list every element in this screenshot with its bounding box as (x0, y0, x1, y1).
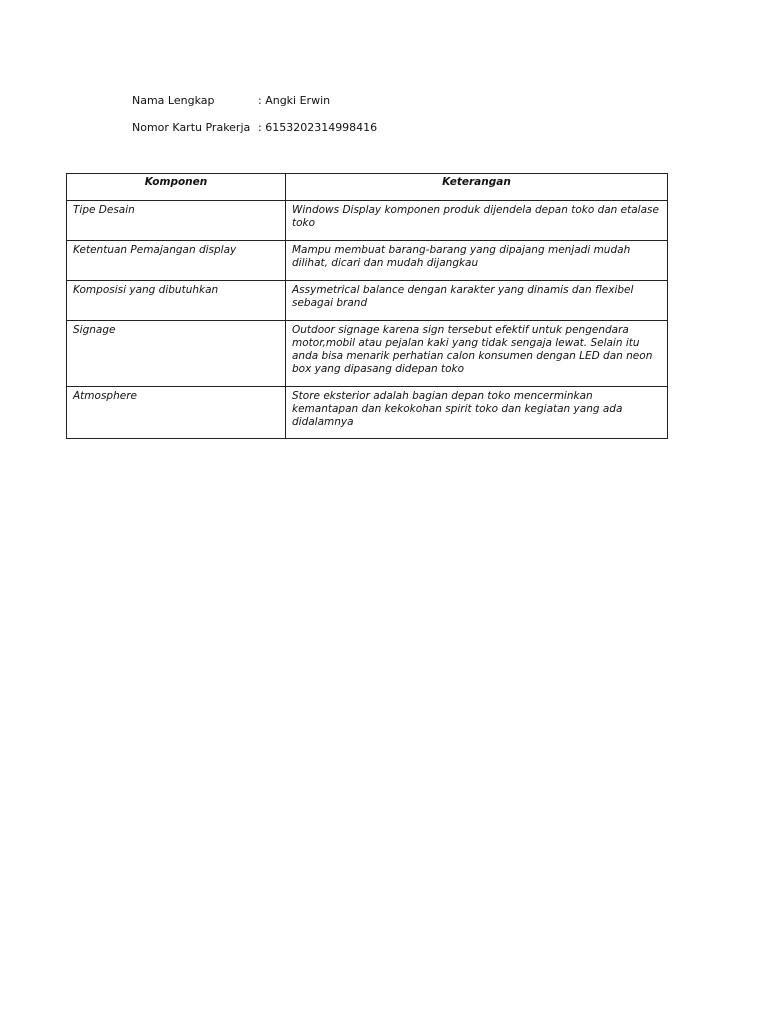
card-number-row (132, 121, 377, 135)
cell-keterangan: Store eksterior adalah bagian depan toko mencerminkan kemantapan dan kekokohan spirit toko dan kegiatan yang ada didalamnya (286, 387, 668, 439)
table-row (67, 387, 668, 439)
table-row (67, 241, 668, 281)
cell-komponen: Signage (67, 321, 286, 387)
cell-keterangan: Windows Display komponen produk dijendela depan toko dan etalase toko (286, 201, 668, 241)
table-header-row (67, 174, 668, 201)
cell-keterangan: Outdoor signage karena sign tersebut efektif untuk pengendara motor,mobil atau pejalan kaki yang tidak sengaja lewat. Selain itu anda bisa menarik perhatian calon konsumen dengan LED dan neon box yang dipasang didepan toko (286, 321, 668, 387)
cell-komponen: Atmosphere (67, 387, 286, 439)
cell-keterangan: Mampu membuat barang-barang yang dipajang menjadi mudah dilihat, dicari dan mudah dijangkau (286, 241, 668, 281)
components-table (66, 173, 668, 439)
name-row (132, 94, 330, 108)
name-value: : Angki Erwin (258, 94, 331, 107)
card-number-value: : 6153202314998416 (258, 121, 378, 134)
column-header-komponen: Komponen (67, 174, 286, 201)
name-label: Nama Lengkap (132, 94, 215, 107)
table-row (67, 281, 668, 321)
cell-komponen: Tipe Desain (67, 201, 286, 241)
table-row (67, 321, 668, 387)
cell-komponen: Komposisi yang dibutuhkan (67, 281, 286, 321)
column-header-keterangan: Keterangan (286, 174, 668, 201)
table-row (67, 201, 668, 241)
card-number-label: Nomor Kartu Prakerja (132, 121, 251, 134)
cell-keterangan: Assymetrical balance dengan karakter yang dinamis dan flexibel sebagai brand (286, 281, 668, 321)
cell-komponen: Ketentuan Pemajangan display (67, 241, 286, 281)
